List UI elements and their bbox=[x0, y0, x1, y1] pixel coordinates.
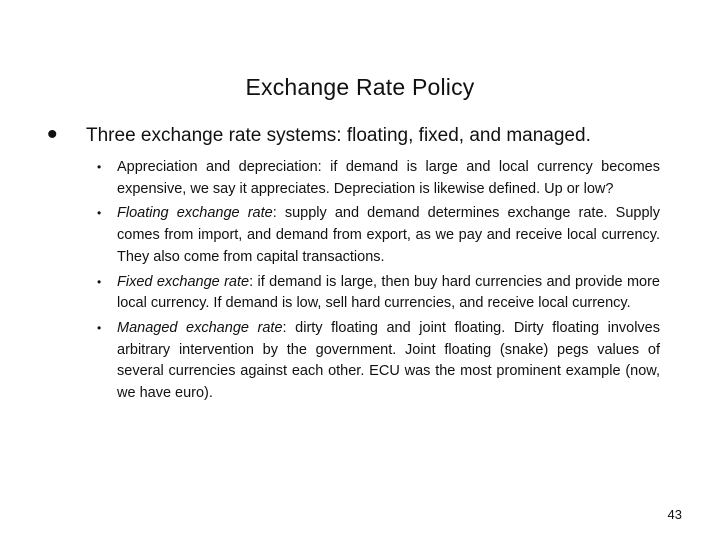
sub-bullet-icon: • bbox=[97, 160, 102, 174]
sub-bullet-icon: • bbox=[97, 274, 102, 289]
sub-bullet-term: Floating exchange rate bbox=[117, 205, 273, 222]
sub-bullet-body: : dirty floating and joint floating. Dirty floating involves arbitrary intervention by the government. Joint floating (snake) pegs values of several currencies against each other. ECU was the most prominent example (now, we have euro). bbox=[117, 319, 660, 402]
sub-bullet-managed bbox=[0, 318, 720, 405]
sub-bullet-term: Managed exchange rate bbox=[117, 319, 283, 336]
sub-bullet-text bbox=[117, 203, 660, 268]
sub-bullet-list bbox=[0, 157, 720, 408]
sub-bullet-text bbox=[117, 272, 660, 315]
main-bullet-icon: • bbox=[47, 118, 58, 151]
sub-bullet-body: : supply and demand determines exchange rate. Supply comes from import, and demand from export, as we pay and receive local currency. They also come from capital transactions. bbox=[117, 205, 660, 265]
main-bullet-text: Three exchange rate systems: floating, fixed, and managed. bbox=[86, 125, 591, 146]
sub-bullet-floating bbox=[0, 203, 720, 268]
sub-bullet-text bbox=[117, 157, 660, 200]
sub-bullet-appreciation bbox=[0, 157, 720, 200]
sub-bullet-icon: • bbox=[97, 320, 102, 335]
sub-bullet-term: Fixed exchange rate bbox=[117, 273, 250, 290]
slide-title: Exchange Rate Policy bbox=[245, 74, 475, 100]
page-number: 43 bbox=[667, 507, 682, 522]
sub-bullet-text bbox=[117, 318, 660, 405]
sub-bullet-body: : if demand is large, then buy hard currencies and provide more local currency. If demand is low, sell hard currencies, and receive local currency. bbox=[117, 273, 660, 312]
sub-bullet-fixed bbox=[0, 272, 720, 315]
sub-bullet-body: Appreciation and depreciation: if demand is large and local currency becomes expensive, we say it appreciates. Depreciation is likewise defined. Up or low? bbox=[117, 159, 660, 197]
sub-bullet-icon: • bbox=[97, 206, 102, 221]
